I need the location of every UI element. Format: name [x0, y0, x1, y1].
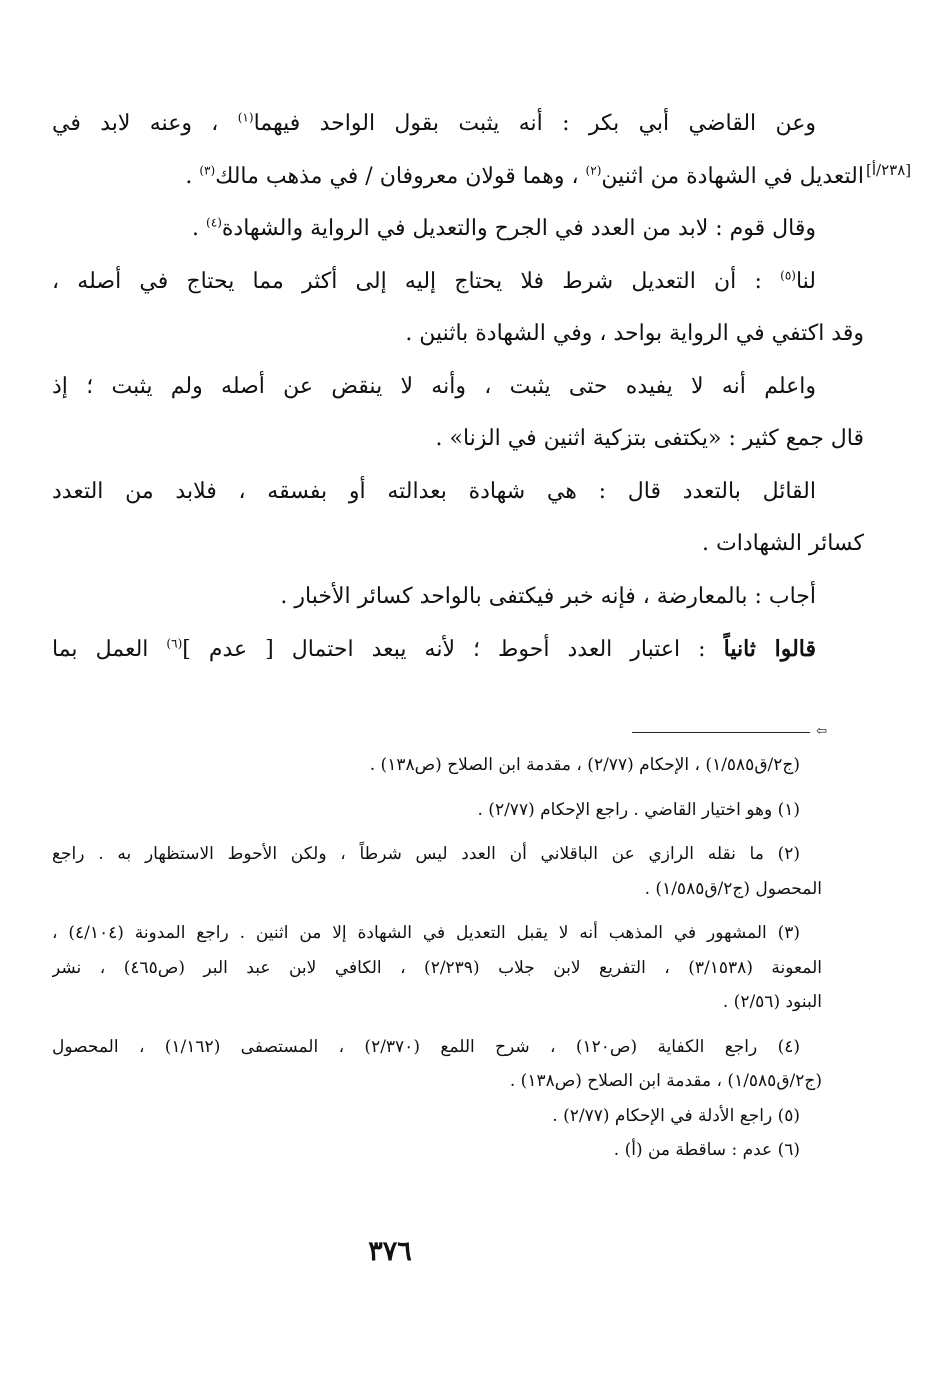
text-run: . [185, 163, 200, 189]
footnotes [52, 748, 822, 1168]
text-run: لنا [795, 268, 816, 294]
footnote-line: (ج٢/ق١/٥٨٥) ، مقدمة ابن الصلاح (ص١٣٨) . [509, 1071, 822, 1091]
footnote-ref: (٥) [780, 268, 796, 283]
footnote-line: (٤) راجع الكفاية (ص١٢٠) ، شرح اللمع (٢/٣٧٠) ، المستصفى (١/١٦٢) ، المحصول [52, 1036, 800, 1057]
footnote-ref: (٦) [166, 636, 183, 651]
footnote-separator [632, 724, 827, 740]
footnote-line: (٥) راجع الأدلة في الإحكام (٢/٧٧) . [552, 1105, 800, 1126]
footnote-line: (٢) ما نقله الرازي عن الباقلاني أن العدد ليس شرطاً ، ولكن الأحوط الاستظهار به . راجع [52, 844, 800, 864]
paragraph-line [52, 98, 864, 151]
paragraph-line [52, 203, 864, 256]
text-run: . [192, 216, 207, 241]
paragraph-line [52, 151, 864, 204]
footnote-line: (ج٢/ق١/٥٨٥) ، الإحكام (٢/٧٧) ، مقدمة ابن الصلاح (ص١٣٨) . [369, 755, 800, 775]
paragraph-line: القائل بالتعدد قال : هي شهادة بعدالته أو بفسقه ، فلابد من التعدد [52, 478, 816, 504]
text-run: : اعتبار العدد أحوط ؛ لأنه يبعد احتمال [ عدم ] [182, 637, 724, 662]
paragraph-line: واعلم أنه لا يفيده حتى يثبت ، وأنه لا ينقض عن أصله ولم يثبت ؛ إذ [52, 373, 816, 399]
paragraph-line [52, 256, 864, 309]
text-run: ، وهما قولان معروفان / في مذهب مالك [215, 163, 586, 189]
footnote-line: (٣) المشهور في المذهب أنه لا يقبل التعديل في الشهادة إلا من اثنين . راجع المدونة (٤/١٠٤) ، [52, 923, 800, 943]
footnote-line: المعونة (٣/١٥٣٨) ، التفريع لابن جلاب (٢/٢٣٩) ، الكافي لابن عبد البر (ص٤٦٥) ، نشر [52, 957, 822, 978]
separator-rule [632, 732, 810, 733]
text-run: ، وعنه لابد في [52, 111, 238, 136]
footnote-line: البنود (٢/٥٦) . [722, 992, 822, 1012]
footnote-ref: (٤) [206, 215, 222, 230]
bold-lead: قالوا ثانياً [723, 636, 816, 662]
paragraph-line: وقد اكتفي في الرواية بواحد ، وفي الشهادة باثنين . [405, 321, 864, 346]
paragraph-line: قال جمع كثير : «يكتفى بتزكية اثنين في الزنا» . [435, 426, 864, 451]
page-number: ٣٧٦ [368, 1236, 412, 1267]
footnote-line: (١) وهو اختيار القاضي . راجع الإحكام (٢/٧٧) . [477, 799, 800, 820]
left-arrow-icon: ⇦ [816, 724, 827, 739]
text-run: العمل بما [52, 637, 167, 662]
footnote-line: (٦) عدم : ساقطة من (أ) . [613, 1140, 800, 1160]
footnote-ref: (٣) [199, 163, 216, 178]
main-text [52, 98, 864, 676]
paragraph-line: أجاب : بالمعارضة ، فإنه خبر فيكتفى بالواحد كسائر الأخبار . [280, 583, 816, 609]
margin-folio-note: [٢٣٨/أ] [866, 161, 912, 179]
text-run: التعديل في الشهادة من اثنين [601, 163, 864, 189]
footnote-ref: (٢) [585, 163, 602, 178]
text-run: : أن التعديل شرط فلا يحتاج إليه إلى أكثر مما يحتاج في أصله ، [52, 268, 781, 294]
paragraph-line [52, 623, 864, 676]
text-run: وقال قوم : لابد من العدد في الجرح والتعديل في الرواية والشهادة [221, 216, 816, 241]
text-run: وعن القاضي أبي بكر : أنه يثبت بقول الواحد فيهما [253, 111, 816, 136]
footnote-line: المحصول (ج٢/ق١/٥٨٥) . [644, 878, 822, 899]
footnote-ref: (١) [237, 110, 254, 125]
paragraph-line: كسائر الشهادات . [702, 531, 864, 556]
